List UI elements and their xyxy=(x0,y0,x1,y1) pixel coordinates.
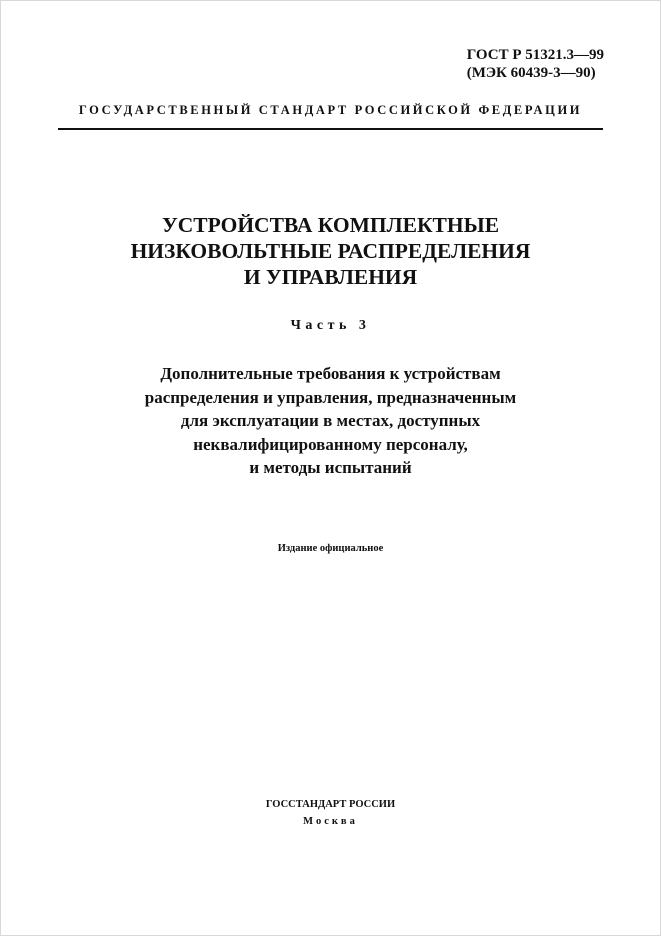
publisher-name: ГОССТАНДАРТ РОССИИ xyxy=(265,799,396,810)
subtitle-line: для эксплуатации в местах, доступных xyxy=(180,411,481,430)
standard-number: ГОСТ Р 51321.3—99 xyxy=(466,47,604,63)
standard-designation xyxy=(467,46,604,82)
subtitle-line: Дополнительные требования к устройствам xyxy=(160,364,501,383)
subtitle-line: распределения и управления, предназначенным xyxy=(144,387,517,407)
iec-reference: (МЭК 60439-3—90) xyxy=(466,65,596,81)
title-line: УСТРОЙСТВА КОМПЛЕКТНЫЕ xyxy=(161,213,500,237)
edition-note: Издание официальное xyxy=(277,543,384,554)
document-subtitle xyxy=(0,362,661,480)
header-divider xyxy=(58,128,603,130)
publisher-block xyxy=(0,796,661,830)
title-line: НИЗКОВОЛЬТНЫЕ РАСПРЕДЕЛЕНИЯ xyxy=(130,239,531,263)
agency-heading: ГОСУДАРСТВЕННЫЙ СТАНДАРТ РОССИЙСКОЙ ФЕДЕРАЦИИ xyxy=(78,103,583,117)
title-line: И УПРАВЛЕНИЯ xyxy=(243,265,418,289)
subtitle-line: неквалифицированному персоналу, xyxy=(193,434,468,454)
subtitle-line: и методы испытаний xyxy=(249,458,412,477)
part-label: Часть 3 xyxy=(290,318,371,333)
document-title xyxy=(0,212,661,290)
publisher-city: Москва xyxy=(303,816,358,827)
